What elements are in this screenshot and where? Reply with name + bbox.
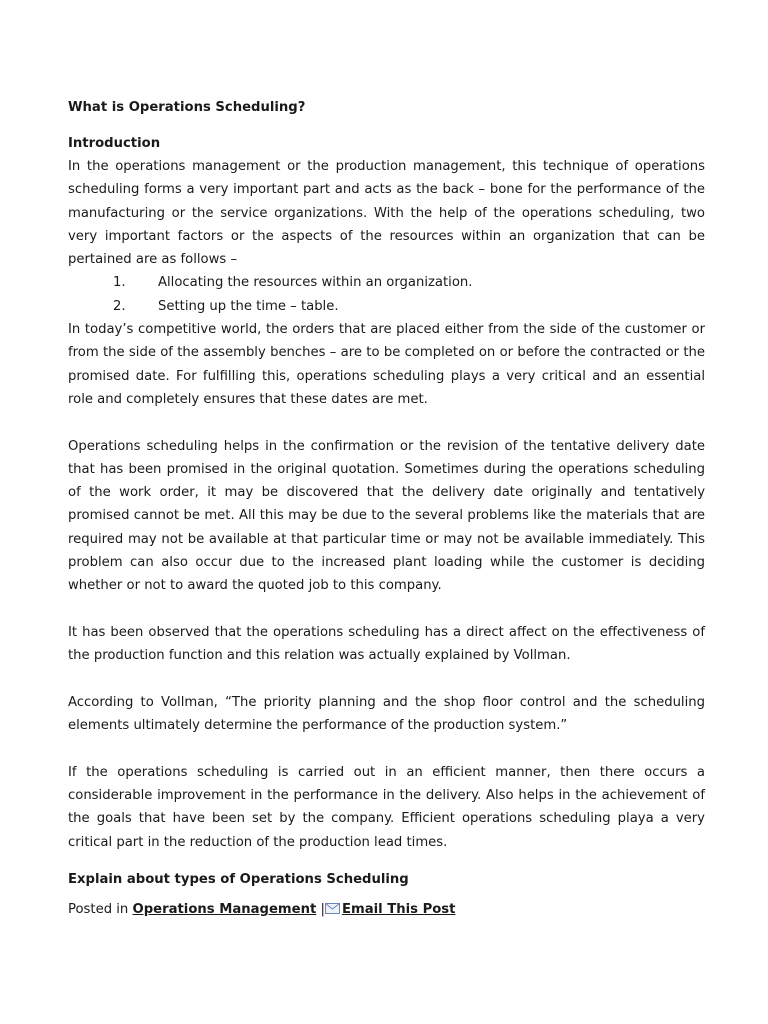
posted-in-label: Posted in — [68, 901, 129, 917]
paragraph-competitive-world: In today’s competitive world, the orders that are placed either from the side of the customer or from the side of the assembly benches – are to be completed on or before the contracted or the promised date. For fulfilling this, operations scheduling plays a very critical and an essential role and completely ensures that these dates are met. — [68, 322, 705, 407]
paragraph-confirmation: Operations scheduling helps in the confirmation or the revision of the tentative delivery date that has been promised in the original quotation. Sometimes during the operations scheduling of the work order, it may be discovered that the delivery date originally and tentatively promised cannot be met. All this may be due to the several problems like the materials that are required may not be available at that particular time or may not be available immediately. This problem can also occur due to the increased plant loading while the customer is deciding whether or not to award the quoted job to this company. — [68, 438, 705, 594]
paragraph-vollman-quote: According to Vollman, “The priority planning and the shop floor control and the scheduling elements ultimately determine the performance of the production system.” — [68, 694, 705, 734]
explain-types-heading: Explain about types of Operations Scheduling — [68, 871, 409, 887]
post-footer — [68, 898, 705, 922]
list-item — [68, 295, 705, 318]
footer-separator: | — [320, 901, 325, 917]
article — [68, 96, 705, 922]
list-text: Setting up the time – table. — [158, 298, 339, 314]
paragraph-vollman-observation: It has been observed that the operations scheduling has a direct affect on the effectiveness of the production function and this relation was actually explained by Vollman. — [68, 624, 705, 664]
list-number: 1. — [113, 275, 126, 291]
factors-list — [68, 271, 705, 318]
intro-heading: Introduction — [68, 136, 161, 151]
envelope-icon[interactable] — [325, 899, 340, 922]
list-number: 2. — [113, 298, 126, 314]
intro-paragraph: In the operations management or the production management, this technique of operations scheduling forms a very important part and acts as the back – bone for the performance of the manufacturing or the service organizations. With the help of the operations scheduling, two very important factors or the aspects of the resources within an organization that can be pertained are as follows – — [68, 159, 705, 268]
email-post-link[interactable]: Email This Post — [341, 901, 456, 917]
category-link[interactable]: Operations Management — [132, 901, 317, 917]
paragraph-efficiency: If the operations scheduling is carried out in an efficient manner, then there occurs a considerable improvement in the performance in the delivery. Also helps in the achievement of the goals that have been set by the company. Efficient operations scheduling playa a very critical part in the reduction of the production lead times. — [68, 764, 705, 850]
list-item — [68, 271, 705, 294]
list-text: Allocating the resources within an organization. — [158, 275, 473, 291]
page-title: What is Operations Scheduling? — [68, 100, 306, 115]
